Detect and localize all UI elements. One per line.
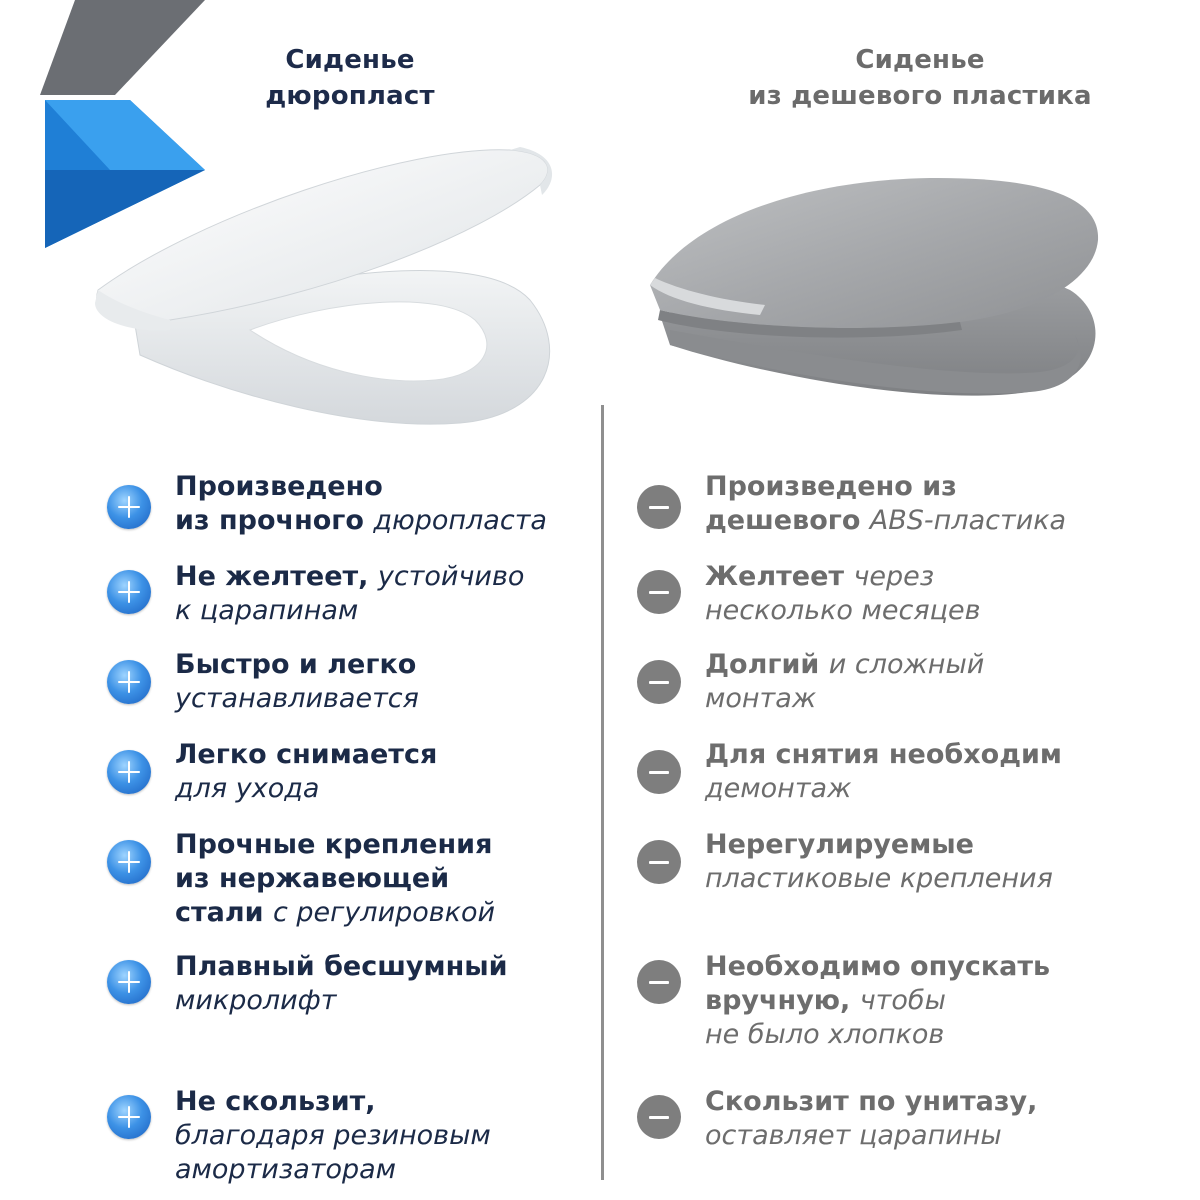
item-text-line: [705, 1119, 1145, 1153]
italic-text: пластиковые крепления: [705, 863, 1053, 894]
plus-circle-icon: [107, 1095, 151, 1139]
minus-circle-icon: [637, 1095, 681, 1139]
minus-circle-icon: [637, 960, 681, 1004]
left-title-line-2: дюропласт: [265, 81, 435, 111]
item-text-line: [705, 950, 1145, 984]
bold-text: Не желтеет,: [175, 561, 378, 592]
item-text-line: [705, 648, 1145, 682]
minus-circle-icon: [637, 750, 681, 794]
gray-plastic-seat-image: [630, 150, 1120, 415]
item-text-line: [175, 772, 615, 806]
italic-text: через: [853, 561, 935, 592]
plus-circle-icon: [107, 750, 151, 794]
item-text-line: [175, 648, 615, 682]
right-item-text: [705, 1085, 1145, 1153]
minus-circle-icon: [637, 840, 681, 884]
minus-circle-icon: [637, 570, 681, 614]
italic-text: чтобы: [859, 985, 946, 1016]
bold-text: дешевого: [705, 505, 870, 536]
item-text-line: [705, 682, 1145, 716]
italic-text: ABS-пластика: [869, 505, 1067, 536]
plus-circle-icon: [107, 570, 151, 614]
item-text-line: [175, 594, 615, 628]
item-text-line: [175, 950, 615, 984]
bold-text: Нерегулируемые: [705, 829, 974, 860]
item-text-line: [705, 504, 1145, 538]
bold-text: Долгий: [705, 649, 829, 680]
italic-text: устанавливается: [175, 683, 419, 714]
item-text-line: [705, 594, 1145, 628]
italic-text: к царапинам: [175, 595, 359, 626]
italic-text: микролифт: [175, 985, 337, 1016]
right-column-title: [700, 42, 1140, 114]
left-item-text: [175, 470, 615, 538]
item-text-line: [175, 738, 615, 772]
bold-text: Желтеет: [705, 561, 854, 592]
item-text-line: [705, 738, 1145, 772]
italic-text: для ухода: [175, 773, 320, 804]
italic-text: с регулировкой: [272, 897, 496, 928]
left-item-text: [175, 950, 615, 1018]
left-item-text: [175, 738, 615, 806]
bold-text: Произведено: [175, 471, 383, 502]
right-item-text: [705, 648, 1145, 716]
right-item-text: [705, 738, 1145, 806]
italic-text: несколько месяцев: [705, 595, 981, 626]
item-text-line: [175, 1119, 615, 1153]
bold-text: вручную,: [705, 985, 860, 1016]
italic-text: монтаж: [705, 683, 817, 714]
italic-text: благодаря резиновым: [175, 1120, 491, 1151]
plus-circle-icon: [107, 960, 151, 1004]
item-text-line: [175, 828, 615, 862]
right-title-line-1: Сиденье: [855, 45, 985, 75]
bold-text: Легко снимается: [175, 739, 438, 770]
minus-circle-icon: [637, 660, 681, 704]
item-text-line: [175, 682, 615, 716]
bold-text: Скользит по унитазу,: [705, 1086, 1038, 1117]
item-text-line: [705, 1018, 1145, 1052]
bold-text: Необходимо опускать: [705, 951, 1051, 982]
left-column-title: [200, 42, 500, 114]
item-text-line: [175, 862, 615, 896]
right-item-text: [705, 828, 1145, 896]
left-item-text: [175, 648, 615, 716]
plus-circle-icon: [107, 840, 151, 884]
item-text-line: [175, 1085, 615, 1119]
item-text-line: [175, 560, 615, 594]
right-item-text: [705, 950, 1145, 1052]
item-text-line: [175, 504, 615, 538]
right-item-text: [705, 560, 1145, 628]
white-duroplast-seat-image: [80, 125, 560, 435]
right-item-text: [705, 470, 1145, 538]
item-text-line: [705, 560, 1145, 594]
left-title-line-1: Сиденье: [285, 45, 415, 75]
bold-text: Плавный бесшумный: [175, 951, 508, 982]
bold-text: Не скользит,: [175, 1086, 376, 1117]
item-text-line: [705, 1085, 1145, 1119]
item-text-line: [175, 984, 615, 1018]
plus-circle-icon: [107, 660, 151, 704]
italic-text: амортизаторам: [175, 1154, 397, 1185]
bold-text: Прочные крепления: [175, 829, 493, 860]
bold-text: Произведено из: [705, 471, 957, 502]
item-text-line: [705, 772, 1145, 806]
italic-text: не было хлопков: [705, 1019, 945, 1050]
minus-circle-icon: [637, 485, 681, 529]
bold-text: стали: [175, 897, 273, 928]
item-text-line: [175, 896, 615, 930]
item-text-line: [705, 862, 1145, 896]
left-item-text: [175, 560, 615, 628]
bold-text: Для снятия необходим: [705, 739, 1062, 770]
item-text-line: [175, 1153, 615, 1187]
bold-text: из прочного: [175, 505, 374, 536]
italic-text: дюропласта: [373, 505, 547, 536]
plus-circle-icon: [107, 485, 151, 529]
italic-text: оставляет царапины: [705, 1120, 1002, 1151]
italic-text: демонтаж: [705, 773, 852, 804]
italic-text: и сложный: [828, 649, 985, 680]
item-text-line: [175, 470, 615, 504]
item-text-line: [705, 828, 1145, 862]
bold-text: из нержавеющей: [175, 863, 450, 894]
left-item-text: [175, 1085, 615, 1187]
item-text-line: [705, 984, 1145, 1018]
right-title-line-2: из дешевого пластика: [748, 81, 1092, 111]
bold-text: Быстро и легко: [175, 649, 417, 680]
italic-text: устойчиво: [377, 561, 525, 592]
item-text-line: [705, 470, 1145, 504]
left-item-text: [175, 828, 615, 930]
